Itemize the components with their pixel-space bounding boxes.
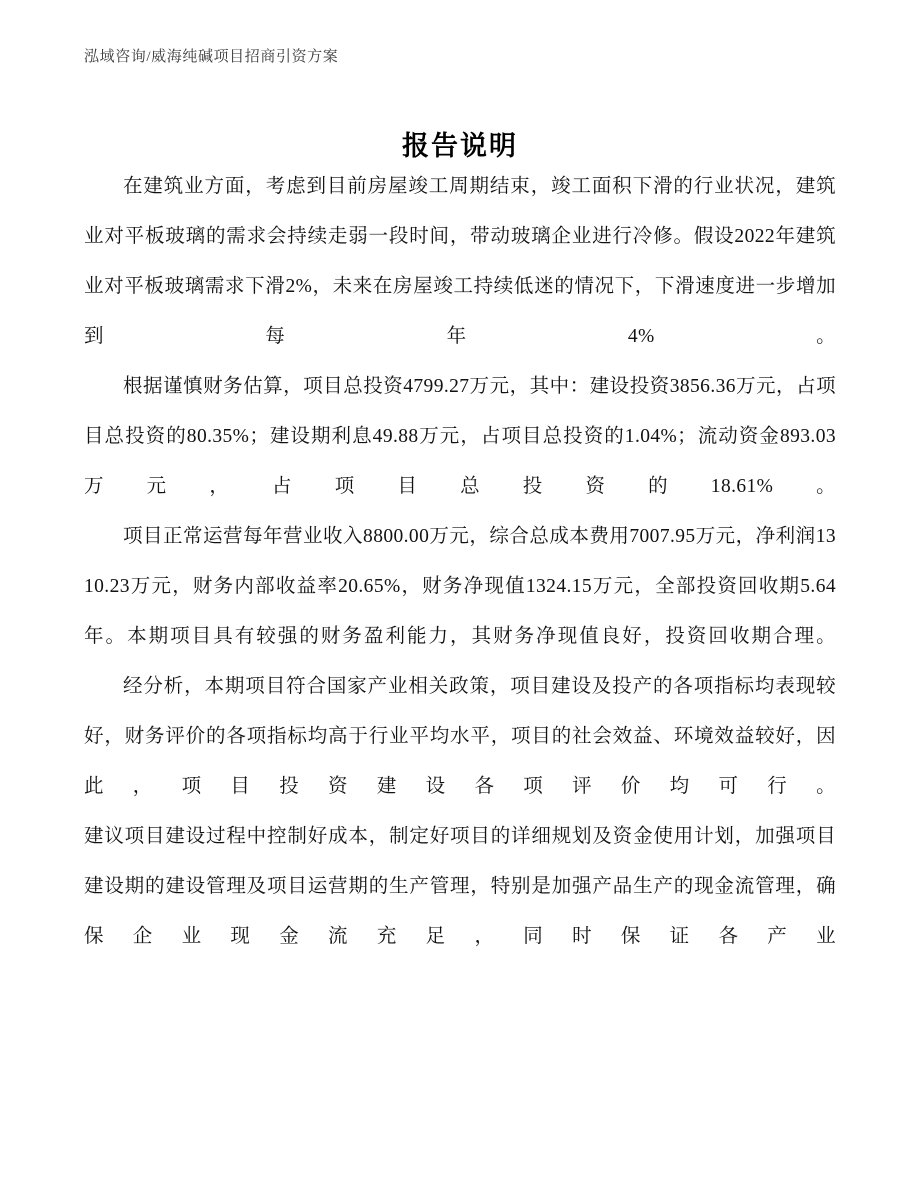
running-header: 泓域咨询/威海纯碱项目招商引资方案 [84, 49, 339, 65]
paragraph: 建议项目建设过程中控制好成本，制定好项目的详细规划及资金使用计划，加强项目建设期的建设管理及项目运营期的生产管理，特别是加强产品生产的现金流管理，确保企业现金流充足，同时保证各产业 [84, 826, 836, 947]
paragraph: 根据谨慎财务估算，项目总投资4799.27万元，其中：建设投资3856.36万元，占项目总投资的80.35%；建设期利息49.88万元，占项目总投资的1.04%；流动资金893.03万元，占项目总投资的18.61%。 [84, 376, 836, 497]
paragraph: 经分析，本期项目符合国家产业相关政策，项目建设及投产的各项指标均表现较好，财务评价的各项指标均高于行业平均水平，项目的社会效益、环境效益较好，因此，项目投资建设各项评价均可行。 [84, 676, 836, 797]
document-body [84, 162, 836, 962]
page-title: 报告说明 [402, 131, 518, 162]
paragraph: 在建筑业方面，考虑到目前房屋竣工周期结束，竣工面积下滑的行业状况，建筑业对平板玻璃的需求会持续走弱一段时间，带动玻璃企业进行冷修。假设2022年建筑业对平板玻璃需求下滑2%，未来在房屋竣工持续低迷的情况下，下滑速度进一步增加到每年4%。 [84, 176, 836, 347]
paragraph: 项目正常运营每年营业收入8800.00万元，综合总成本费用7007.95万元，净利润1310.23万元，财务内部收益率20.65%，财务净现值1324.15万元，全部投资回收期5.64年。本期项目具有较强的财务盈利能力，其财务净现值良好，投资回收期合理。 [84, 526, 836, 647]
